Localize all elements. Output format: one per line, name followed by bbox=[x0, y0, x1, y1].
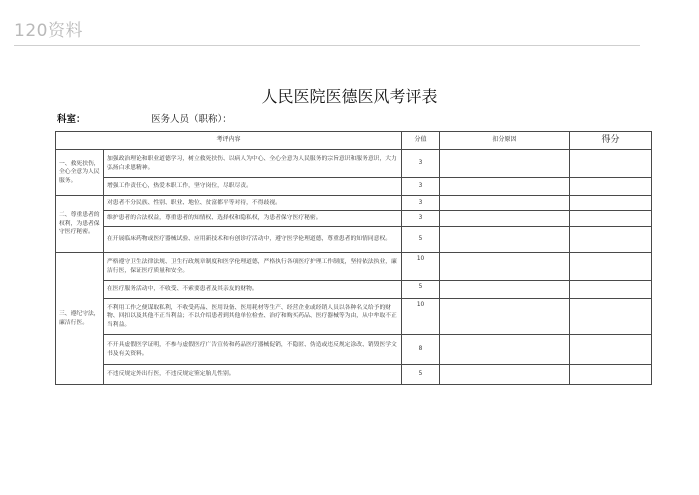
points-cell: 5 bbox=[402, 365, 440, 385]
table-row bbox=[56, 227, 652, 253]
content-cell: 增强工作责任心，热爱本职工作，坚守岗位，尽职尽责。 bbox=[104, 178, 402, 196]
content-cell: 在开展临床药物或医疗器械试验、应用新技术和有创诊疗活动中，遵守医学伦理道德，尊重患者的知情同意权。 bbox=[104, 227, 402, 253]
score-cell[interactable] bbox=[570, 196, 652, 211]
content-cell: 维护患者的合法权益，尊重患者的知情权、选择权和隐私权，为患者保守医疗秘密。 bbox=[104, 211, 402, 227]
score-cell[interactable] bbox=[570, 253, 652, 281]
header-points: 分值 bbox=[402, 132, 440, 150]
table-row bbox=[56, 178, 652, 196]
header-content: 考评内容 bbox=[56, 132, 402, 150]
header-deduction-reason: 扣分原因 bbox=[440, 132, 570, 150]
content-cell: 对患者不分民族、性别、职业、地位、贫富都平等对待，不得歧视。 bbox=[104, 196, 402, 211]
score-cell[interactable] bbox=[570, 299, 652, 335]
form-fields-row bbox=[57, 111, 657, 127]
content-cell: 不违反规定外出行医，不违反规定鉴定胎儿性别。 bbox=[104, 365, 402, 385]
content-cell: 加强政治理论和职业道德学习，树立救死扶伤、以病人为中心、全心全意为人民服务的宗旨意识和服务意识，大力弘扬白求恩精神。 bbox=[104, 150, 402, 178]
content-cell: 不利用工作之便谋取私利，不收受药品、医用设备、医用耗材等生产、经营企业或经销人员以各种名义给予的财物、回扣以及其他不正当利益；不以介绍患者到其他单位检查、治疗和购买药品、医疗器械等为由，从中牟取不正当利益。 bbox=[104, 299, 402, 335]
table-row bbox=[56, 196, 652, 211]
points-cell: 5 bbox=[402, 281, 440, 299]
deduction-cell[interactable] bbox=[440, 150, 570, 178]
score-cell[interactable] bbox=[570, 150, 652, 178]
category-cell: 一、救死扶伤，全心全意为人民服务。 bbox=[56, 150, 104, 196]
content-cell: 不开具虚假医学证明，不参与虚假医疗广告宣传和药品医疗器械促销，不隐匿、伪造或违反规定涂改、销毁医学文书及有关资料。 bbox=[104, 335, 402, 365]
table-row bbox=[56, 150, 652, 178]
deduction-cell[interactable] bbox=[440, 299, 570, 335]
header-score: 得分 bbox=[570, 132, 652, 150]
score-cell[interactable] bbox=[570, 178, 652, 196]
points-cell: 10 bbox=[402, 253, 440, 281]
category-cell: 三、遵纪守法，廉洁行医。 bbox=[56, 253, 104, 385]
score-cell[interactable] bbox=[570, 281, 652, 299]
header-divider bbox=[14, 45, 640, 46]
score-cell[interactable] bbox=[570, 365, 652, 385]
deduction-cell[interactable] bbox=[440, 281, 570, 299]
deduction-cell[interactable] bbox=[440, 211, 570, 227]
points-cell: 3 bbox=[402, 150, 440, 178]
table-row bbox=[56, 299, 652, 335]
points-cell: 3 bbox=[402, 196, 440, 211]
deduction-cell[interactable] bbox=[440, 335, 570, 365]
content-cell: 严格遵守卫生法律法规、卫生行政规章制度和医学伦理道德，严格执行各项医疗护理工作制度，坚持依法执业，廉洁行医，保证医疗质量和安全。 bbox=[104, 253, 402, 281]
watermark: 120资料 bbox=[14, 21, 83, 41]
table-row bbox=[56, 253, 652, 281]
table-row bbox=[56, 335, 652, 365]
points-cell: 10 bbox=[402, 299, 440, 335]
deduction-cell[interactable] bbox=[440, 227, 570, 253]
table-header-row bbox=[56, 132, 652, 150]
deduction-cell[interactable] bbox=[440, 253, 570, 281]
staff-title-label: 医务人员（职称）： bbox=[151, 114, 232, 125]
department-label: 科室： bbox=[57, 114, 86, 125]
points-cell: 3 bbox=[402, 178, 440, 196]
category-cell: 二、尊重患者的权利，为患者保守医疗秘密。 bbox=[56, 196, 104, 253]
points-cell: 8 bbox=[402, 335, 440, 365]
score-cell[interactable] bbox=[570, 211, 652, 227]
deduction-cell[interactable] bbox=[440, 365, 570, 385]
table-row bbox=[56, 365, 652, 385]
document-title: 人民医院医德医风考评表 bbox=[261, 87, 438, 106]
score-cell[interactable] bbox=[570, 335, 652, 365]
points-cell: 3 bbox=[402, 211, 440, 227]
points-cell: 5 bbox=[402, 227, 440, 253]
table-row bbox=[56, 281, 652, 299]
score-cell[interactable] bbox=[570, 227, 652, 253]
deduction-cell[interactable] bbox=[440, 178, 570, 196]
table-row bbox=[56, 211, 652, 227]
deduction-cell[interactable] bbox=[440, 196, 570, 211]
evaluation-table bbox=[55, 131, 652, 385]
content-cell: 在医疗服务活动中，不收受、不索要患者及其亲友的财物。 bbox=[104, 281, 402, 299]
